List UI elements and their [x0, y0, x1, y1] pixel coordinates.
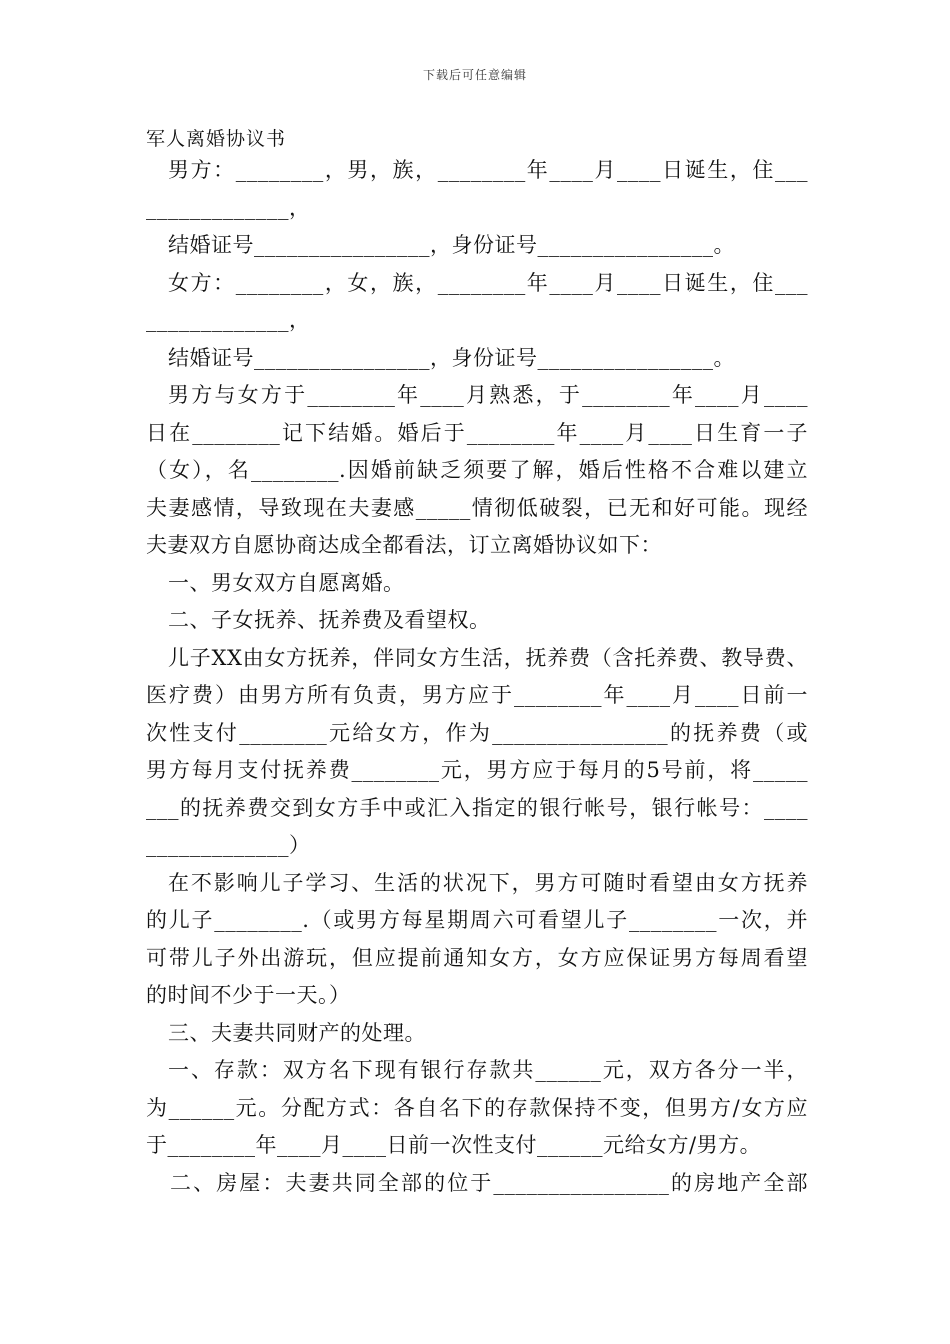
text-line: 男方每月支付抚养费________元，男方应于每月的5号前，将_____ [146, 758, 808, 782]
text-line: 男方与女方于________年____月熟悉，于________年____月____ [168, 383, 808, 407]
text-line: 日在________记下结婚。婚后于________年____月____日生育一子 [146, 420, 808, 445]
text-line: 二、房屋：夫妻共同全部的位于________________的房地产全部 [170, 1170, 808, 1195]
text-line: 一、存款：双方名下现有银行存款共______元，双方各分一半， [168, 1058, 808, 1082]
text-line: 儿子XX由女方抚养，伴同女方生活，抚养费（含托养费、教导费、 [168, 645, 808, 670]
text-line: 医疗费）由男方所有负责，男方应于________年____月____日前一 [146, 683, 808, 707]
text-line: _____________， [146, 308, 311, 332]
text-line: 次性支付________元给女方，作为________________的抚养费（或 [146, 720, 808, 745]
text-line: 于________年____月____日前一次性支付______元给女方/男方。 [146, 1133, 762, 1157]
text-line: 二、子女抚养、抚养费及看望权。 [168, 608, 491, 632]
text-line: 为______元。分配方式：各自名下的存款保持不变，但男方/女方应 [146, 1095, 808, 1120]
text-line: 一、男女双方自愿离婚。 [168, 570, 405, 595]
page-header: 下载后可任意编辑 [422, 68, 527, 82]
text-line: 女方：________，女，族，________年____月____日诞生，住___ [168, 270, 808, 295]
text-line: ___的抚养费交到女方手中或汇入指定的银行帐号，银行帐号：____ [146, 795, 808, 820]
text-line: 的儿子________.（或男方每星期周六可看望儿子________一次，并 [146, 908, 808, 932]
text-line: 的时间不少于一天。） [146, 983, 351, 1007]
document-title: 军人离婚协议书 [146, 128, 287, 150]
text-line: （女），名________.因婚前缺乏须要了解，婚后性格不合难以建立 [146, 458, 808, 482]
text-line: 夫妻双方自愿协商达成全都看法，订立离婚协议如下： [146, 533, 662, 557]
text-line: _____________， [146, 195, 311, 220]
document-body [146, 152, 808, 1202]
text-line: 夫妻感情，导致现在夫妻感_____情彻低破裂，已无和好可能。现经 [146, 495, 808, 520]
text-line: 可带儿子外出游玩，但应提前通知女方，女方应保证男方每周看望 [146, 945, 808, 970]
text-line: 结婚证号________________，身份证号________________。 [168, 233, 735, 257]
text-line: 在不影响儿子学习、生活的状况下，男方可随时看望由女方抚养 [168, 870, 808, 895]
text-line: 男方：________，男，族，________年____月____日诞生，住___ [168, 158, 808, 182]
text-line: 三、夫妻共同财产的处理。 [168, 1020, 426, 1045]
text-line: 结婚证号________________，身份证号________________。 [168, 345, 735, 370]
text-line: _____________） [146, 833, 311, 857]
